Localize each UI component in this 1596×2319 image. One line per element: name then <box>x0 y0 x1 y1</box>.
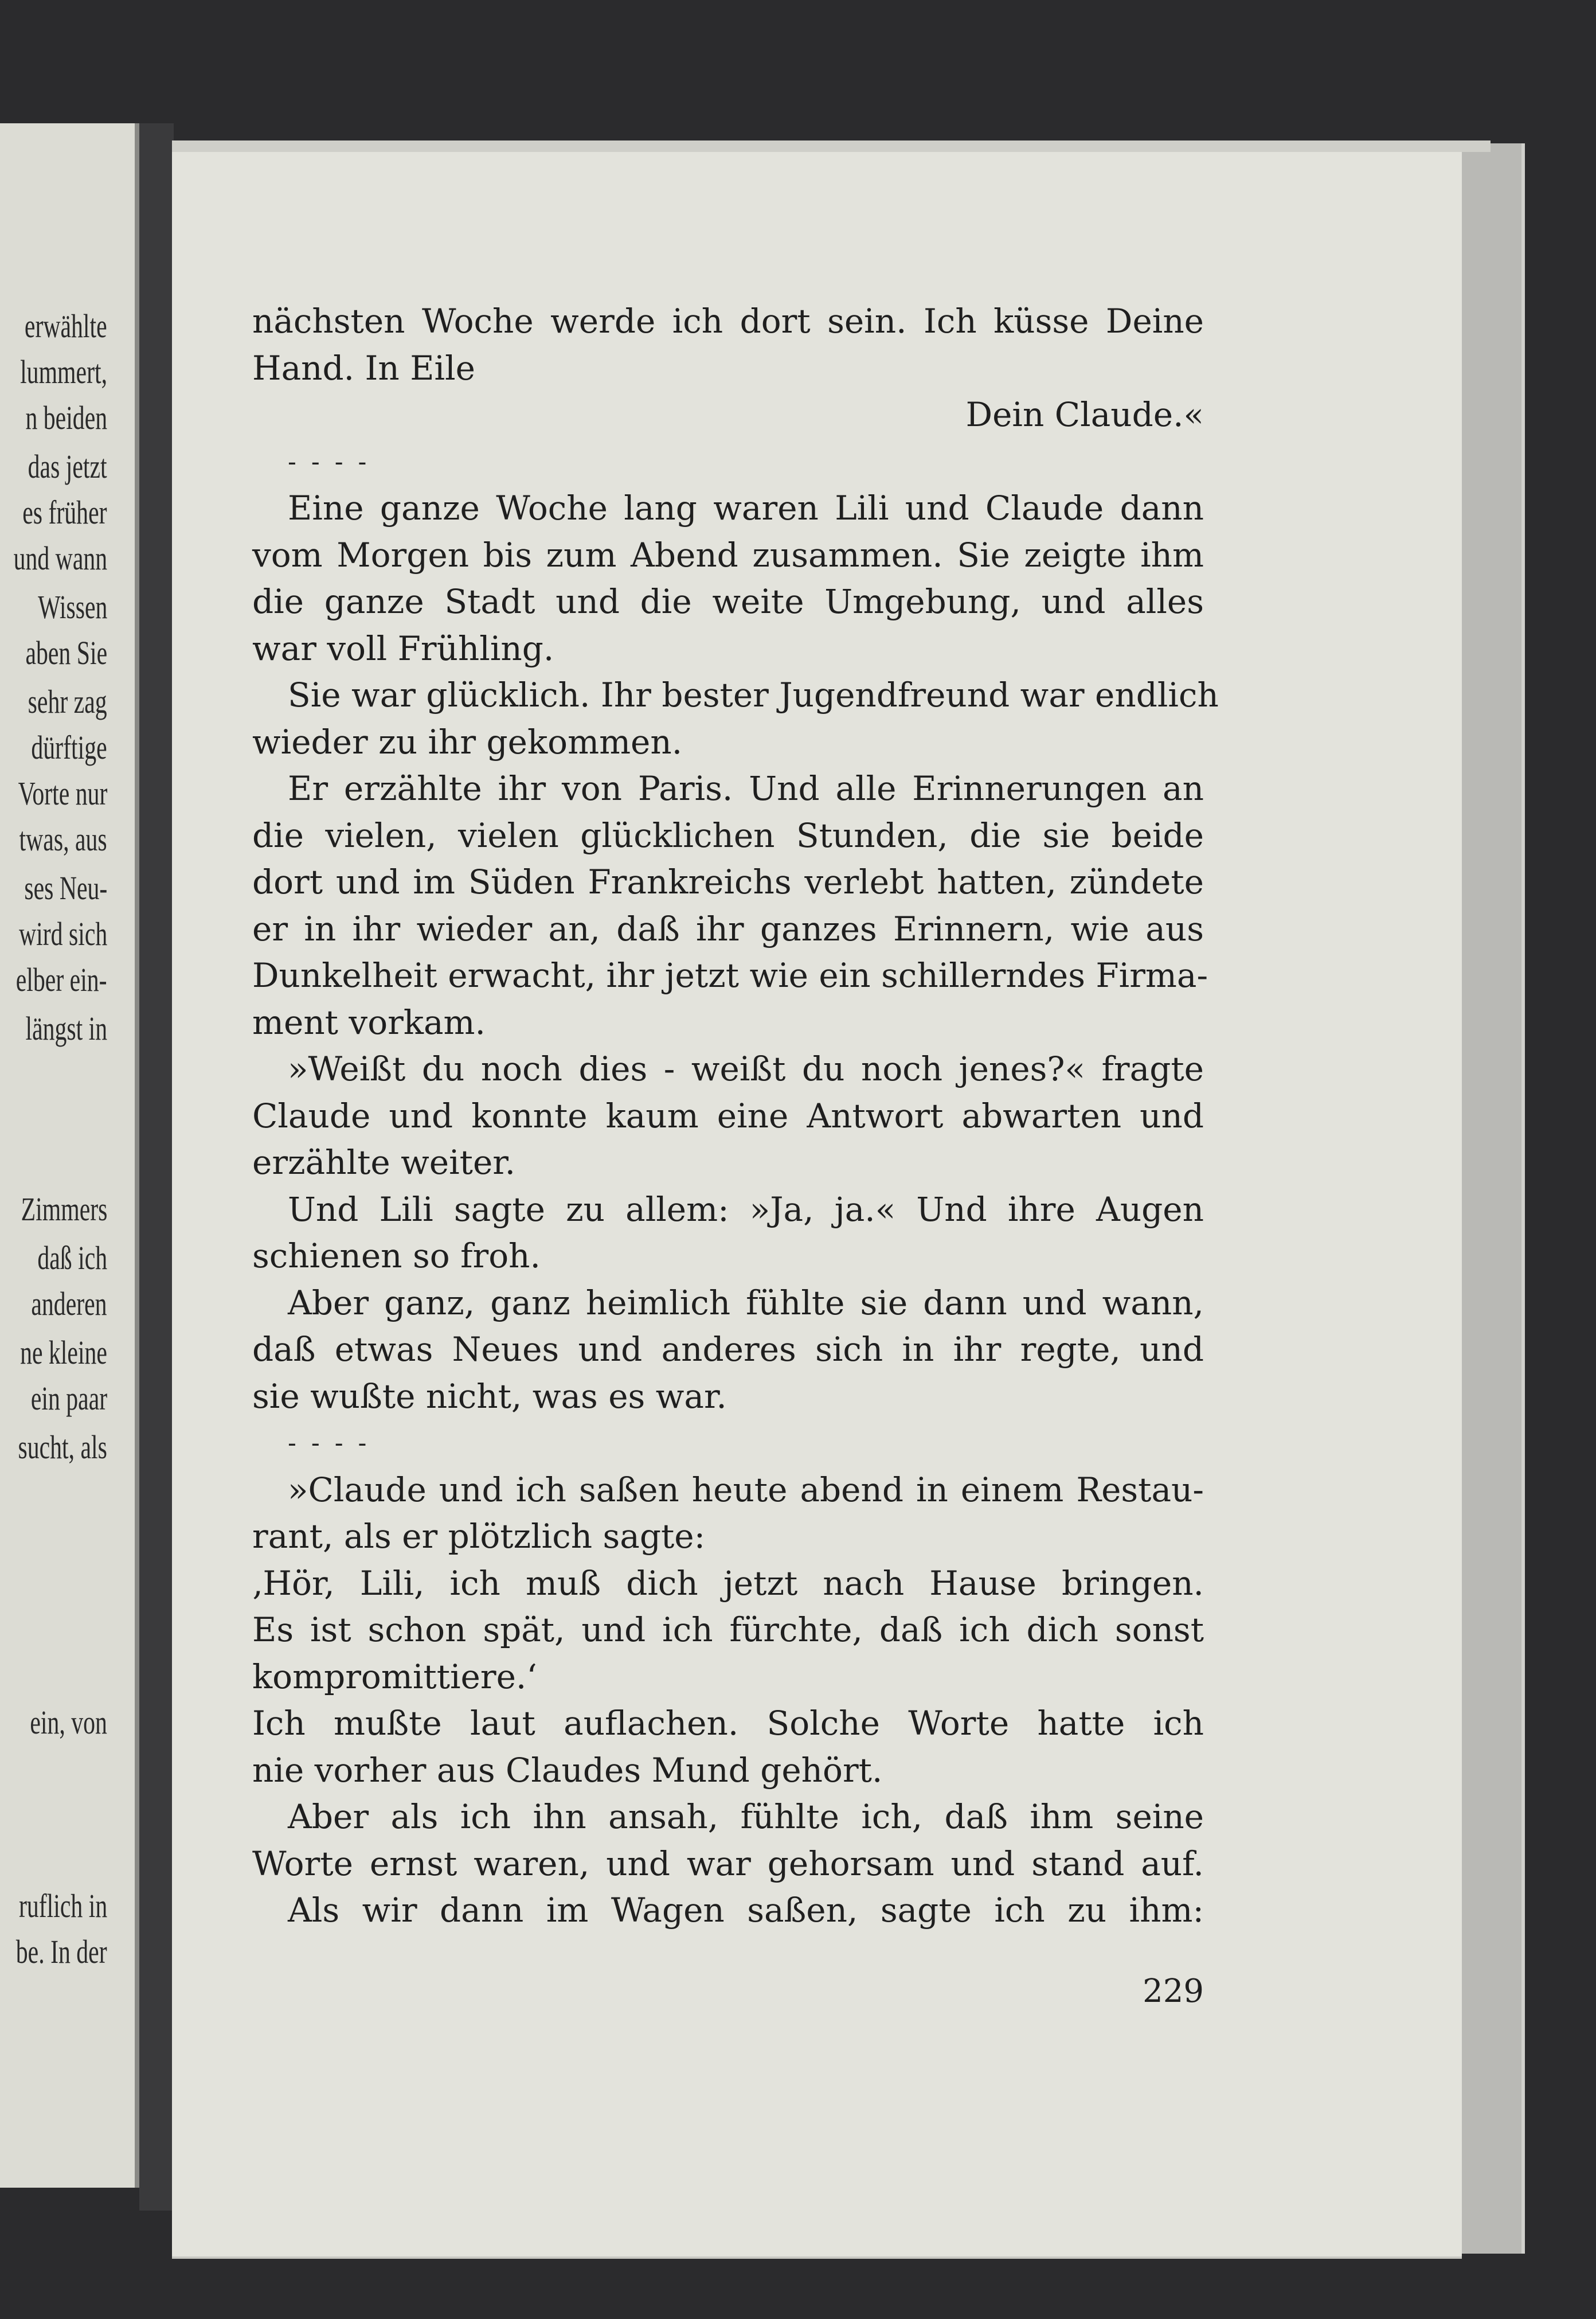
text-line: Hand. In Eile <box>252 348 475 388</box>
left-page-line: sehr zag <box>28 683 107 720</box>
left-page-line: sucht, als <box>18 1428 107 1466</box>
left-page-line: ses Neu- <box>24 869 107 907</box>
left-page-line: elber ein- <box>16 961 107 998</box>
text-line: »Weißt du noch dies - weißt du noch jenes?« fragte <box>288 1049 1204 1088</box>
text-line: wieder zu ihr gekommen. <box>252 722 683 762</box>
section-separator: - - - - <box>288 447 370 477</box>
text-line: schienen so froh. <box>252 1236 541 1275</box>
text-line: »Claude und ich saßen heute abend in einem Restau- <box>288 1470 1204 1509</box>
text-line: Ich mußte laut auflachen. Solche Worte hatte ich <box>252 1704 1204 1743</box>
text-line: sie wußte nicht, was es war. <box>252 1376 727 1416</box>
text-line: kompromittiere.‘ <box>252 1657 537 1696</box>
text-line: Und Lili sagte zu allem: »Ja, ja.« Und ihre Augen <box>288 1189 1204 1229</box>
text-line: die vielen, vielen glücklichen Stunden, die sie beide <box>252 815 1204 855</box>
left-page-line: Vorte nur <box>18 775 107 812</box>
text-line: Aber ganz, ganz heimlich fühlte sie dann und wann, <box>288 1283 1204 1322</box>
text-line: daß etwas Neues und anderes sich in ihr regte, und <box>252 1330 1204 1369</box>
left-page-line: Wissen <box>37 588 107 626</box>
left-page-line: anderen <box>31 1285 107 1322</box>
page-number: 229 <box>1143 1973 1204 2010</box>
text-line: erzählte weiter. <box>252 1143 516 1182</box>
text-line: Eine ganze Woche lang waren Lili und Claude dann <box>288 489 1204 528</box>
left-page-line: erwählte <box>25 307 107 345</box>
left-page-line: daß ich <box>37 1239 107 1276</box>
left-page-line: wird sich <box>18 915 107 952</box>
page-text-block <box>252 298 1219 1934</box>
left-page-line: be. In der <box>16 1933 107 1970</box>
left-page-line: das jetzt <box>28 448 107 485</box>
text-line: Aber als ich ihn ansah, fühlte ich, daß ihm seine <box>288 1797 1204 1836</box>
text-line: war voll Frühling. <box>252 628 554 668</box>
text-line: Er erzählte ihr von Paris. Und alle Erinnerungen an <box>288 769 1204 808</box>
left-page-line: aben Sie <box>25 634 107 672</box>
left-page-line: ein paar <box>30 1380 107 1417</box>
left-page-line: twas, aus <box>19 821 107 858</box>
text-line: Dunkelheit erwacht, ihr jetzt wie ein schillerndes Firma- <box>252 956 1208 995</box>
page-top-edge <box>172 140 1491 152</box>
text-line: vom Morgen bis zum Abend zusammen. Sie zeigte ihm <box>252 535 1204 575</box>
left-page-line: längst in <box>25 1010 107 1047</box>
left-page-line: ein, von <box>30 1704 107 1741</box>
text-line: rant, als er plötzlich sagte: <box>252 1517 706 1556</box>
text-line: Sie war glücklich. Ihr bester Jugendfreund war endlich <box>288 676 1219 715</box>
left-page-fragment <box>0 123 139 2188</box>
letter-signature: Dein Claude.« <box>965 395 1204 434</box>
section-separator: - - - - <box>288 1428 370 1458</box>
left-page-line: n beiden <box>25 399 107 436</box>
left-page-line: es früher <box>22 494 107 531</box>
text-line: Worte ernst waren, und war gehorsam und stand auf. <box>252 1844 1204 1883</box>
text-line: Als wir dann im Wagen saßen, sagte ich zu ihm: <box>288 1891 1204 1930</box>
text-line: nächsten Woche werde ich dort sein. Ich küsse Deine <box>252 302 1204 341</box>
text-line: er in ihr wieder an, daß ihr ganzes Erinnern, wie aus <box>252 909 1204 948</box>
left-page-line: dürftige <box>31 729 107 766</box>
left-page-line: ruflich in <box>18 1887 107 1924</box>
text-line: Claude und konnte kaum eine Antwort abwarten und <box>252 1096 1204 1135</box>
text-line: dort und im Süden Frankreichs verlebt hatten, zündete <box>252 862 1204 901</box>
text-line: Es ist schon spät, und ich fürchte, daß ich dich sonst <box>252 1610 1204 1649</box>
left-page-line: und wann <box>13 540 107 577</box>
text-line: ment vorkam. <box>252 1002 486 1042</box>
left-page-line: ne kleine <box>20 1334 107 1371</box>
text-line: ‚Hör, Lili, ich muß dich jetzt nach Hause bringen. <box>252 1563 1204 1603</box>
book-gutter <box>139 123 174 2211</box>
text-line: nie vorher aus Claudes Mund gehört. <box>252 1750 883 1790</box>
text-line: die ganze Stadt und die weite Umgebung, und alles <box>252 582 1204 621</box>
left-page-line: lummert, <box>20 353 107 391</box>
left-page-line: Zimmers <box>21 1190 107 1228</box>
